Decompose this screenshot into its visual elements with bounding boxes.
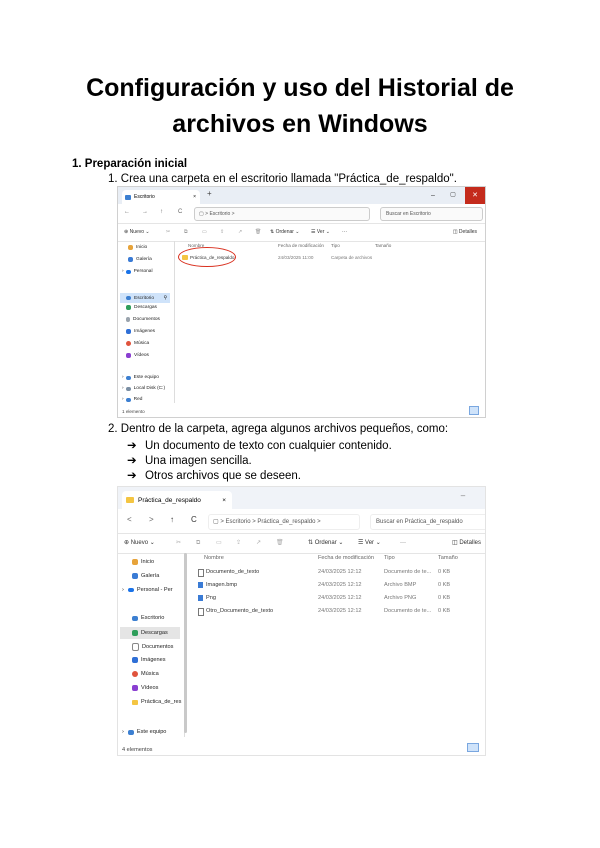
sidebar-item-escritorio[interactable] <box>132 615 164 621</box>
up-icon[interactable]: ↑ <box>170 515 174 524</box>
chevron-right-icon: › <box>122 269 124 274</box>
row-name: Imagen.bmp <box>206 582 238 588</box>
address-row <box>118 204 485 224</box>
file-list <box>176 241 485 401</box>
tab-close-icon[interactable]: × <box>222 496 226 504</box>
maximize-icon[interactable]: ▢ <box>450 192 456 198</box>
gallery-icon <box>128 257 133 262</box>
back-icon[interactable]: ← <box>124 209 130 215</box>
gallery-icon <box>132 573 138 579</box>
breadcrumb-chevron-icon: > <box>205 211 209 217</box>
home-icon <box>128 245 133 250</box>
music-icon <box>132 671 138 677</box>
sidebar-label: Vídeos <box>141 685 159 691</box>
sidebar-item-descargas[interactable] <box>126 305 157 310</box>
explorer-window-desktop <box>117 186 486 418</box>
more-icon[interactable]: ··· <box>342 229 347 235</box>
address-row <box>118 509 485 534</box>
pictures-icon <box>132 657 138 663</box>
command-bar <box>118 223 485 242</box>
row-date: 24/03/2025 12:12 <box>318 582 362 588</box>
document-icon <box>126 317 130 322</box>
chevron-right-icon: › <box>122 386 124 391</box>
arrow-icon: ➔ <box>127 455 137 467</box>
row-type: Documento de te... <box>384 608 432 614</box>
desktop-icon <box>126 296 131 300</box>
bullet-item <box>127 453 252 467</box>
paste-icon[interactable]: ▭ <box>216 540 222 546</box>
download-icon <box>126 305 131 310</box>
sidebar-label: Personal - Per <box>136 587 173 593</box>
minimize-icon[interactable]: – <box>460 491 466 500</box>
tab-escritorio[interactable] <box>122 190 200 204</box>
bullet-text: Una imagen sencilla. <box>145 455 252 467</box>
navigation-pane <box>118 241 175 403</box>
folder-icon <box>132 700 138 705</box>
sidebar-label: Vídeos <box>134 353 149 358</box>
up-icon[interactable]: ↑ <box>160 209 163 215</box>
status-bar-count: 4 elementos <box>122 747 153 753</box>
new-button[interactable]: ⊕ Nuevo ⌄ <box>124 229 150 235</box>
rename-icon[interactable]: ⇪ <box>236 540 242 546</box>
sort-button[interactable]: ⇅ Ordenar ⌄ <box>308 540 344 546</box>
details-button[interactable]: ◫ Detalles <box>451 540 481 546</box>
pc-icon: ▢ <box>213 519 219 525</box>
back-icon[interactable]: < <box>127 515 132 524</box>
breadcrumb-escritorio[interactable]: Escritorio > <box>209 211 235 217</box>
column-header-name[interactable]: Nombre <box>188 243 205 248</box>
row-date: 24/03/2025 11:00 <box>278 255 314 260</box>
sidebar-label: Música <box>141 671 159 677</box>
sidebar-item-documentos[interactable] <box>126 317 160 322</box>
chevron-right-icon: › <box>122 587 124 593</box>
delete-icon[interactable]: 🗑 <box>276 540 284 546</box>
sidebar-item-este-equipo[interactable] <box>122 375 159 380</box>
document-title <box>40 70 560 142</box>
video-icon <box>126 353 131 358</box>
sidebar-item-videos[interactable] <box>132 685 158 691</box>
column-header-type[interactable]: Tipo <box>331 243 340 248</box>
sidebar-item-musica[interactable] <box>132 671 159 677</box>
network-icon <box>126 398 131 402</box>
navigation-pane <box>118 553 185 737</box>
breadcrumb-escritorio[interactable]: Escritorio > <box>225 519 256 525</box>
sidebar-label: Descargas <box>134 305 157 310</box>
title-line-1: Configuración y uso del Historial de <box>86 74 514 102</box>
sidebar-item-galeria[interactable] <box>132 573 159 579</box>
sidebar-item-inicio[interactable] <box>128 245 147 250</box>
sidebar-item-escritorio[interactable] <box>120 293 170 303</box>
view-button[interactable]: ☰ Ver ⌄ <box>358 540 381 546</box>
refresh-icon[interactable]: C <box>178 209 183 215</box>
sidebar-item-inicio[interactable] <box>132 559 154 565</box>
sidebar-item-musica[interactable] <box>126 341 149 346</box>
sidebar-label: Personal <box>133 269 153 274</box>
share-icon[interactable]: ↗ <box>256 540 262 546</box>
sidebar-item-practica[interactable] <box>132 699 181 705</box>
arrow-icon: ➔ <box>127 440 137 452</box>
sidebar-label: Galería <box>136 257 152 262</box>
sidebar-label: Documentos <box>142 644 174 650</box>
sidebar-label: Inicio <box>136 245 148 250</box>
chevron-right-icon: › <box>122 729 124 735</box>
video-icon <box>132 685 138 691</box>
desktop-folder-icon <box>125 195 131 200</box>
sidebar-item-red[interactable] <box>122 397 142 402</box>
tab-label: Escritorio <box>134 194 155 200</box>
forward-icon[interactable]: → <box>142 209 148 215</box>
address-bar[interactable] <box>208 514 360 530</box>
breadcrumb-chevron-icon: > <box>220 519 224 525</box>
table-row[interactable] <box>194 593 479 605</box>
sidebar-item-galeria[interactable] <box>128 257 152 262</box>
sidebar-label: Inicio <box>141 559 155 565</box>
sidebar-label: Escritorio <box>134 295 154 301</box>
command-bar <box>118 533 485 554</box>
cloud-icon <box>128 588 134 592</box>
disk-icon <box>126 387 131 391</box>
breadcrumb-practica[interactable]: Práctica_de_respaldo > <box>257 519 321 525</box>
paste-icon[interactable]: ▭ <box>202 229 207 235</box>
row-date: 24/03/2025 12:12 <box>318 608 362 614</box>
row-name: Documento_de_texto <box>206 569 260 575</box>
sidebar-item-documentos[interactable] <box>132 643 173 651</box>
sidebar-label: Este equipo <box>136 729 167 735</box>
details-view-icon[interactable] <box>467 743 479 752</box>
pictures-icon <box>126 329 131 334</box>
computer-icon <box>126 376 131 380</box>
sidebar-label: Documentos <box>133 317 160 322</box>
row-type: Archivo PNG <box>384 595 417 601</box>
sidebar-item-imagenes[interactable] <box>132 657 166 663</box>
bullet-item <box>127 468 301 482</box>
column-header-date[interactable]: Fecha de modificación <box>278 243 324 248</box>
sidebar-label: Galería <box>141 573 160 579</box>
column-header-date[interactable]: Fecha de modificación <box>318 555 374 561</box>
address-bar[interactable] <box>194 207 370 221</box>
tab-close-icon[interactable]: × <box>193 194 196 200</box>
pc-icon: ▢ <box>199 211 204 217</box>
copy-icon[interactable]: ⧉ <box>184 229 188 235</box>
status-bar-count: 1 elemento <box>122 409 145 414</box>
folder-icon <box>126 497 134 503</box>
step-2-text: 2. Dentro de la carpeta, agrega algunos archivos pequeños, como: <box>108 423 449 435</box>
row-type: Documento de te... <box>384 569 432 575</box>
image-file-icon <box>198 595 203 601</box>
row-size: 0 KB <box>438 569 451 575</box>
sidebar-item-personal[interactable] <box>122 587 173 593</box>
pin-icon: ⚲ <box>163 295 167 301</box>
text-file-icon <box>198 608 204 616</box>
sort-button[interactable]: ⇅ Ordenar ⌄ <box>270 229 300 235</box>
step-1-text: 1. Crea una carpeta en el escritorio llamada "Práctica_de_respaldo". <box>108 173 457 185</box>
forward-icon[interactable]: > <box>149 515 154 524</box>
refresh-icon[interactable]: C <box>191 515 197 524</box>
search-input[interactable]: Buscar en Práctica_de_respaldo <box>370 514 486 530</box>
sidebar-item-este-equipo[interactable] <box>122 729 166 735</box>
sidebar-item-descargas[interactable] <box>120 627 180 639</box>
row-name: Práctica_de_respaldo <box>190 255 235 260</box>
row-type: Archivo BMP <box>384 582 417 588</box>
bullet-item <box>127 438 392 452</box>
sidebar-label: Música <box>134 341 150 346</box>
sidebar-label: Escritorio <box>141 615 165 621</box>
highlight-circle <box>178 247 236 267</box>
title-line-2: archivos en Windows <box>172 110 428 138</box>
row-name: Otro_Documento_de_texto <box>206 608 274 614</box>
music-icon <box>126 341 131 346</box>
column-header-name[interactable]: Nombre <box>204 555 224 561</box>
cloud-icon <box>126 270 131 274</box>
minimize-icon[interactable]: – <box>431 192 435 199</box>
text-file-icon <box>198 569 204 577</box>
column-header-size[interactable]: Tamaño <box>438 555 458 561</box>
new-tab-icon[interactable]: + <box>207 189 212 198</box>
chevron-right-icon: › <box>122 397 124 402</box>
table-row[interactable] <box>194 580 479 592</box>
new-button[interactable]: ⊕ Nuevo ⌄ <box>124 540 155 546</box>
sidebar-label: Imágenes <box>134 329 156 334</box>
home-icon <box>132 559 138 565</box>
arrow-icon: ➔ <box>127 470 137 482</box>
column-header-size[interactable]: Tamaño <box>375 243 392 248</box>
desktop-icon <box>132 616 138 621</box>
sidebar-item-videos[interactable] <box>126 353 149 358</box>
copy-icon[interactable]: ⧉ <box>196 540 201 546</box>
row-date: 24/03/2025 12:12 <box>318 569 362 575</box>
title-bar <box>118 187 485 204</box>
sidebar-item-personal[interactable] <box>122 269 153 274</box>
cut-icon[interactable]: ✂ <box>166 229 171 235</box>
chevron-right-icon: › <box>122 375 124 380</box>
sidebar-item-local-disk[interactable] <box>122 386 165 391</box>
row-size: 0 KB <box>438 608 451 614</box>
tab-practica[interactable] <box>122 491 232 509</box>
details-view-icon[interactable] <box>469 406 479 415</box>
sidebar-label: Red <box>133 397 143 402</box>
delete-icon[interactable]: 🗑 <box>255 229 262 235</box>
tab-label: Práctica_de_respaldo <box>138 496 201 504</box>
more-icon[interactable]: ··· <box>400 540 406 546</box>
download-icon <box>132 630 138 636</box>
table-row[interactable] <box>194 606 479 618</box>
row-type: Carpeta de archivos <box>331 255 373 260</box>
details-button[interactable]: ◫ Detalles <box>452 229 477 235</box>
bullet-text: Un documento de texto con cualquier contenido. <box>145 440 392 452</box>
table-row[interactable] <box>194 567 479 579</box>
scrollbar[interactable] <box>184 553 187 733</box>
sidebar-label: Este equipo <box>133 375 159 380</box>
cut-icon[interactable]: ✂ <box>176 540 182 546</box>
title-bar <box>118 487 485 509</box>
column-header-type[interactable]: Tipo <box>384 555 395 561</box>
computer-icon <box>128 730 134 735</box>
document-icon <box>132 643 139 651</box>
file-list <box>194 553 485 733</box>
search-input[interactable]: Buscar en Escritorio <box>380 207 483 221</box>
rename-icon[interactable]: ⇪ <box>220 229 225 235</box>
image-file-icon <box>198 582 203 588</box>
sidebar-label: Local Disk (C:) <box>133 386 166 391</box>
sidebar-label: Descargas <box>141 630 168 636</box>
close-icon[interactable]: ✕ <box>465 187 485 204</box>
row-size: 0 KB <box>438 582 451 588</box>
share-icon[interactable]: ↗ <box>238 229 243 235</box>
row-size: 0 KB <box>438 595 451 601</box>
row-name: Png <box>206 595 216 601</box>
explorer-window-practica <box>117 486 486 756</box>
bullet-text: Otros archivos que se deseen. <box>145 470 301 482</box>
row-date: 24/03/2025 12:12 <box>318 595 362 601</box>
section-heading: 1. Preparación inicial <box>72 158 188 170</box>
sidebar-label: Práctica_de_res <box>141 699 182 705</box>
view-button[interactable]: ☰ Ver ⌄ <box>311 229 330 235</box>
sidebar-label: Imágenes <box>141 657 166 663</box>
sidebar-item-imagenes[interactable] <box>126 329 155 334</box>
